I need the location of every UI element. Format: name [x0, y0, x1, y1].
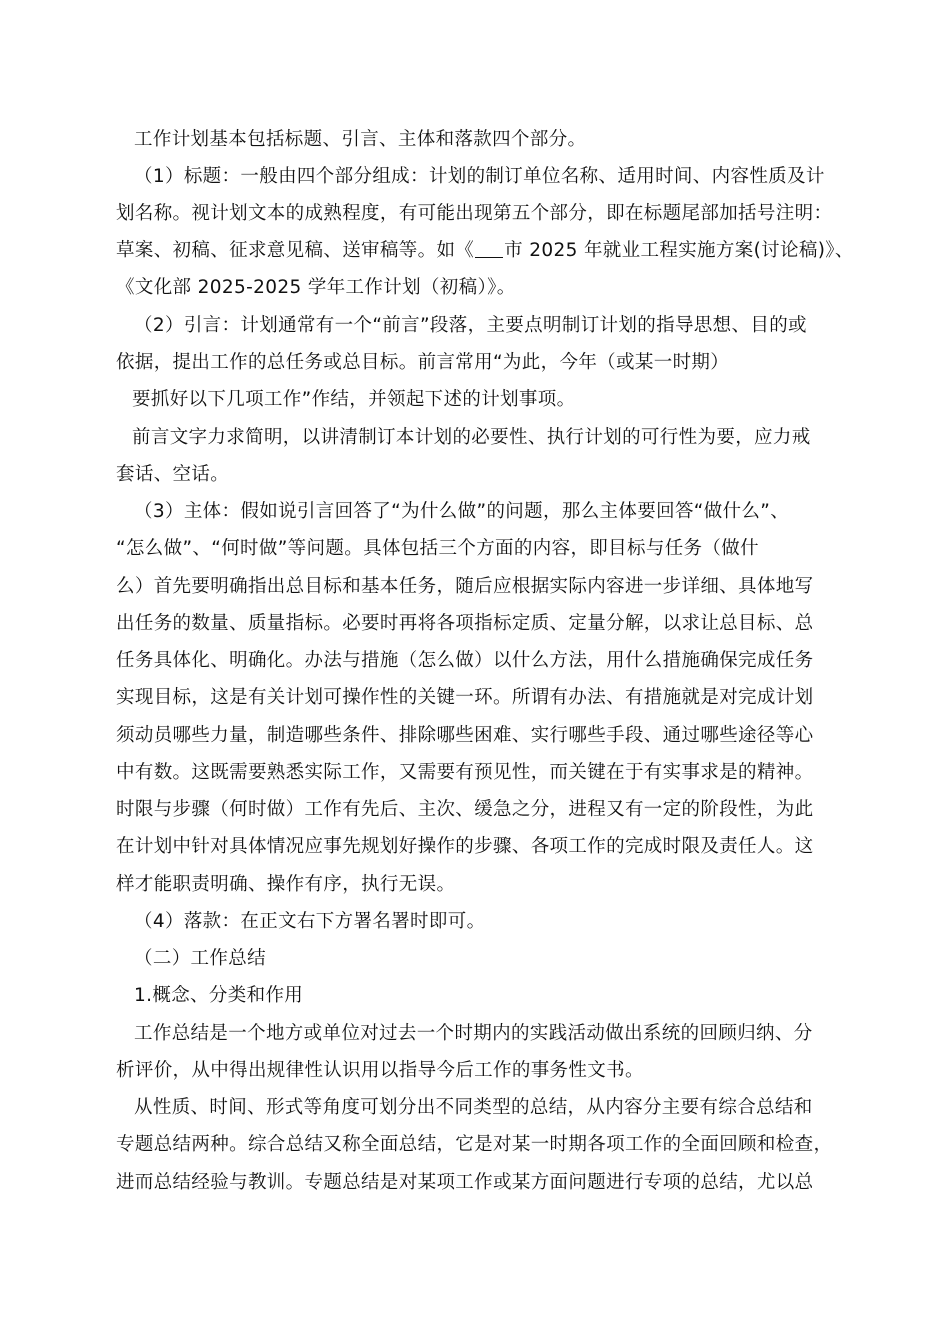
- text-line: 时限与步骤（何时做）工作有先后、主次、缓急之分，进程又有一定的阶段性，为此: [116, 799, 814, 820]
- text-line: 实现目标，这是有关计划可操作性的关键一环。所谓有办法、有措施就是对完成计划: [116, 687, 814, 708]
- text-line: （3）主体：假如说引言回答了“为什么做”的问题，那么主体要回答“做什么”、: [134, 501, 790, 522]
- text-line: 依据，提出工作的总任务或总目标。前言常用“为此，今年（或某一时期）: [116, 352, 730, 373]
- section-heading: （二）工作总结: [134, 948, 266, 969]
- text-line: 析评价，从中得出规律性认识用以指导今后工作的事务性文书。: [116, 1060, 644, 1081]
- text-line: 任务具体化、明确化。办法与措施（怎么做）以什么方法，用什么措施确保完成任务: [116, 650, 814, 671]
- text-line: 要抓好以下几项工作”作结，并领起下述的计划事项。: [132, 389, 576, 410]
- text-line: 划名称。视计划文本的成熟程度，有可能出现第五个部分，即在标题尾部加括号注明：: [116, 203, 833, 224]
- text-line: 在计划中针对具体情况应事先规划好操作的步骤、各项工作的完成时限及责任人。这: [116, 836, 814, 857]
- text-line: （2）引言：计划通常有一个“前言”段落，主要点明制订计划的指导思想、目的或: [134, 315, 807, 336]
- text-segment: 草案、初稿、征求意见稿、送审稿等。如《: [116, 240, 475, 261]
- text-line: 样才能职责明确、操作有序，执行无误。: [116, 874, 456, 895]
- text-line: 工作总结是一个地方或单位对过去一个时期内的实践活动做出系统的回顾归纳、分: [134, 1023, 813, 1044]
- text-line: （1）标题：一般由四个部分组成：计划的制订单位名称、适用时间、内容性质及计: [134, 166, 825, 187]
- text-line: 前言文字力求简明，以讲清制订本计划的必要性、执行计划的可行性为要，应力戒: [132, 427, 811, 448]
- text-line: 么）首先要明确指出总目标和基本任务，随后应根据实际内容进一步详细、具体地写: [116, 576, 814, 597]
- text-line: 从性质、时间、形式等角度可划分出不同类型的总结，从内容分主要有综合总结和: [134, 1097, 813, 1118]
- text-line: 专题总结两种。综合总结又称全面总结，它是对某一时期各项工作的全面回顾和检查，: [116, 1134, 833, 1155]
- text-line: 出任务的数量、质量指标。必要时再将各项指标定质、定量分解，以求让总目标、总: [116, 613, 814, 634]
- subsection-heading: 1.概念、分类和作用: [134, 985, 304, 1006]
- text-line: 进而总结经验与教训。专题总结是对某项工作或某方面问题进行专项的总结，尤以总: [116, 1172, 814, 1193]
- text-line: [116, 238, 854, 264]
- text-line: 须动员哪些力量，制造哪些条件、排除哪些困难、实行哪些手段、通过哪些途径等心: [116, 725, 814, 746]
- text-line: 《文化部 2025-2025 学年工作计划（初稿）》。: [116, 277, 516, 298]
- text-line: （4）落款：在正文右下方署名署时即可。: [134, 911, 486, 932]
- text-line: “怎么做”、“何时做”等问题。具体包括三个方面的内容，即目标与任务（做什: [116, 538, 759, 559]
- text-line: 工作计划基本包括标题、引言、主体和落款四个部分。: [134, 129, 587, 150]
- text-line: 套话、空话。: [116, 464, 230, 485]
- text-line: 中有数。这既需要熟悉实际工作，又需要有预见性，而关键在于有实事求是的精神。: [116, 762, 814, 783]
- blank-underline: [475, 241, 503, 258]
- text-segment: 市 2025 年就业工程实施方案(讨论稿)》、: [504, 240, 854, 261]
